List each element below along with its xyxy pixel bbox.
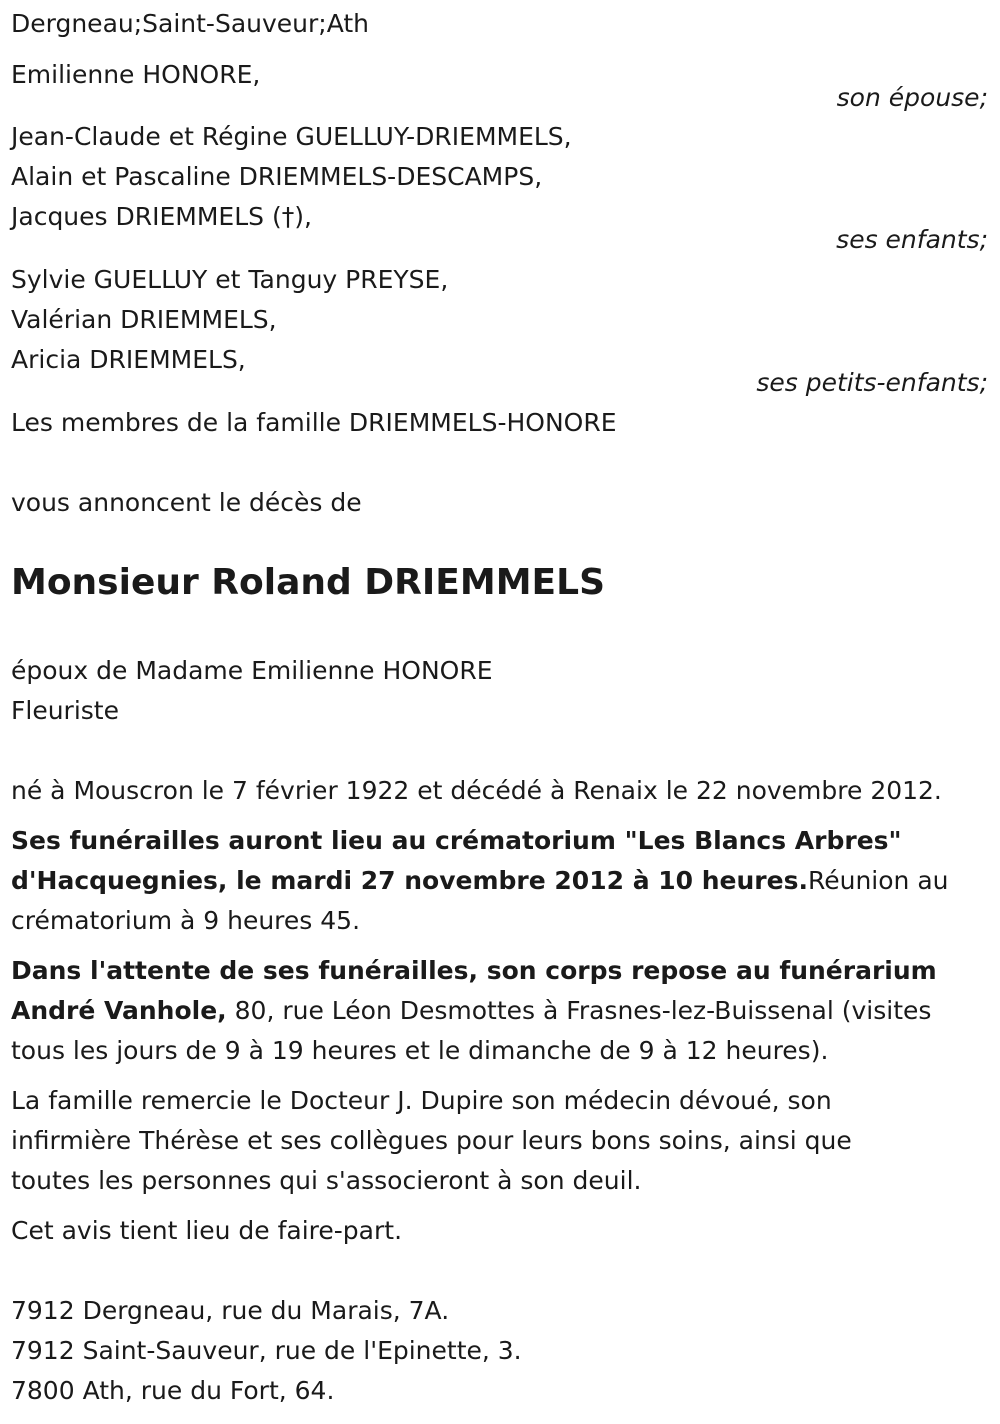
birth-death: né à Mouscron le 7 février 1922 et décédé à Renaix le 22 novembre 2012. <box>11 776 942 805</box>
spouse-of: époux de Madame Emilienne HONORE <box>11 656 493 685</box>
wake-line-1: Dans l'attente de ses funérailles, son corps repose au funérarium <box>11 956 937 985</box>
funeral-date: d'Hacquegnies, le mardi 27 novembre 2012 à 10 heures. <box>11 866 808 895</box>
spouse-role: son épouse; <box>836 83 988 112</box>
faire-part-notice: Cet avis tient lieu de faire-part. <box>11 1216 403 1245</box>
address-line: 7800 Ath, rue du Fort, 64. <box>11 1376 335 1405</box>
grandchild-line: Sylvie GUELLUY et Tanguy PREYSE, <box>11 265 449 294</box>
funerarium-address: 80, rue Léon Desmottes à Frasnes-lez-Buissenal (visites <box>226 996 932 1025</box>
grandchildren-role: ses petits-enfants; <box>756 368 988 397</box>
child-line: Jacques DRIEMMELS (†), <box>11 202 312 231</box>
child-line: Jean-Claude et Régine GUELLUY-DRIEMMELS, <box>11 122 572 151</box>
thanks-line-3: toutes les personnes qui s'associeront à son deuil. <box>11 1166 642 1195</box>
deceased-name: Monsieur Roland DRIEMMELS <box>11 562 605 603</box>
funeral-line-1: Ses funérailles auront lieu au crématorium "Les Blancs Arbres" <box>11 826 902 855</box>
grandchild-line: Aricia DRIEMMELS, <box>11 345 246 374</box>
profession: Fleuriste <box>11 696 119 725</box>
thanks-line-1: La famille remercie le Docteur J. Dupire son médecin dévoué, son <box>11 1086 832 1115</box>
grandchild-line: Valérian DRIEMMELS, <box>11 305 277 334</box>
thanks-paragraph <box>11 1081 986 1201</box>
funeral-paragraph <box>11 821 986 941</box>
spouse-name: Emilienne HONORE, <box>11 60 261 89</box>
wake-line-3: tous les jours de 9 à 19 heures et le dimanche de 9 à 12 heures). <box>11 1036 829 1065</box>
address-line: 7912 Dergneau, rue du Marais, 7A. <box>11 1296 450 1325</box>
announcement-intro: vous annoncent le décès de <box>11 488 362 517</box>
family-members: Les membres de la famille DRIEMMELS-HONORE <box>11 408 617 437</box>
thanks-line-2: infirmière Thérèse et ses collègues pour leurs bons soins, ainsi que <box>11 1126 852 1155</box>
children-role: ses enfants; <box>836 225 988 254</box>
funeral-line-2 <box>11 861 986 901</box>
wake-line-2 <box>11 991 986 1031</box>
address-line: 7912 Saint-Sauveur, rue de l'Epinette, 3. <box>11 1336 522 1365</box>
wake-paragraph <box>11 951 986 1071</box>
locations-header: Dergneau;Saint-Sauveur;Ath <box>11 9 370 38</box>
funerarium-name: André Vanhole, <box>11 996 227 1025</box>
child-line: Alain et Pascaline DRIEMMELS-DESCAMPS, <box>11 162 543 191</box>
funeral-reunion: Réunion au <box>807 866 949 895</box>
funeral-line-3: crématorium à 9 heures 45. <box>11 906 361 935</box>
